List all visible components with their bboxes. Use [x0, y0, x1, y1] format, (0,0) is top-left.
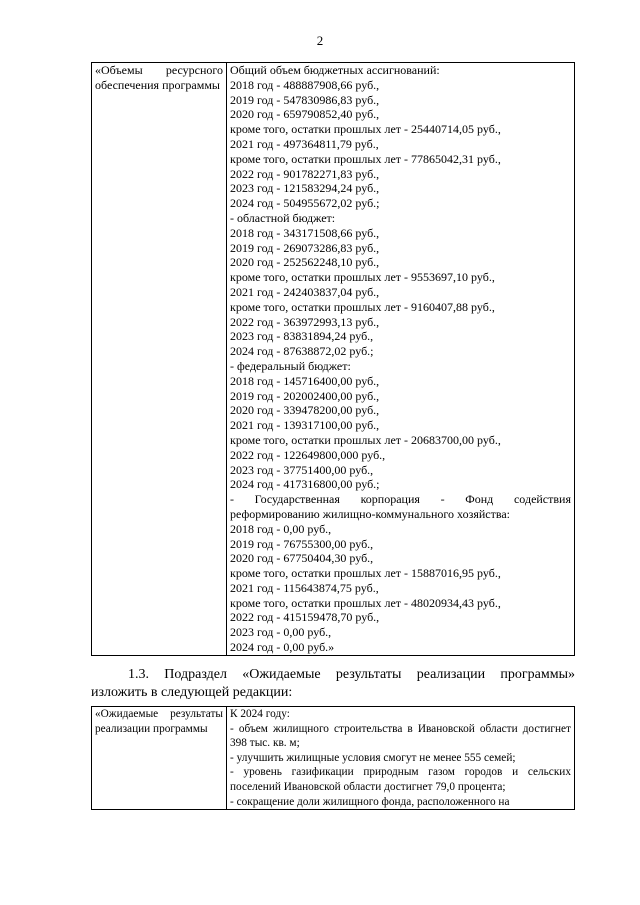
budget-line: 2022 год - 122649800,000 руб., — [230, 447, 386, 462]
budget-line: 2023 год - 121583294,24 руб., — [230, 181, 380, 196]
page-number: 2 — [316, 33, 324, 48]
budget-line: Общий объем бюджетных ассигнований: — [230, 63, 440, 77]
budget-line: кроме того, остатки прошлых лет - 20683700,00 руб., — [230, 432, 501, 447]
budget-line: 2024 год - 417316800,00 руб.; — [230, 477, 380, 492]
result-item: - объем жилищного строительства в Ивановской области достигнет 398 тыс. кв. м; — [230, 722, 571, 750]
section-second-line: изложить в следующей редакции: — [91, 685, 293, 700]
budget-line: кроме того, остатки прошлых лет - 25440714,05 руб., — [230, 122, 501, 137]
fund-line: 2024 год - 0,00 руб.» — [230, 640, 335, 655]
budget-line: 2020 год - 252562248,10 руб., — [230, 255, 380, 270]
fund-lines — [230, 522, 571, 655]
result-item: - сокращение доли жилищного фонда, расположенного на — [230, 795, 510, 808]
fund-text: - Государственная корпорация - Фонд содействия реформированию жилищно-коммунального хозяйства: — [230, 492, 571, 521]
budget-line: 2022 год - 901782271,83 руб., — [230, 166, 380, 181]
resource-label: «Объемы ресурсного обеспечения программы — [92, 63, 227, 656]
budget-line: 2019 год - 269073286,83 руб., — [230, 240, 380, 255]
fund-line: 2018 год - 0,00 руб., — [230, 521, 332, 536]
budget-lines — [230, 63, 571, 492]
resource-table — [91, 62, 575, 656]
budget-line: - областной бюджет: — [230, 210, 336, 225]
budget-line: 2023 год - 83831894,24 руб., — [230, 329, 374, 344]
section-1-3 — [91, 666, 575, 702]
budget-line: 2020 год - 339478200,00 руб., — [230, 403, 380, 418]
budget-line: 2021 год - 497364811,79 руб., — [230, 136, 379, 151]
fund-line: 2022 год - 415159478,70 руб., — [230, 610, 380, 625]
budget-line: 2018 год - 343171508,66 руб., — [230, 225, 380, 240]
budget-line: 2019 год - 202002400,00 руб., — [230, 388, 380, 403]
budget-line: кроме того, остатки прошлых лет - 9160407,88 руб., — [230, 299, 495, 314]
budget-line: 2022 год - 363972993,13 руб., — [230, 314, 380, 329]
budget-line: - федеральный бюджет: — [230, 358, 351, 373]
budget-line: кроме того, остатки прошлых лет - 9553697,10 руб., — [230, 270, 495, 285]
results-content — [227, 707, 575, 810]
budget-line: кроме того, остатки прошлых лет - 77865042,31 руб., — [230, 151, 501, 166]
budget-line: 2024 год - 87638872,02 руб.; — [230, 344, 374, 359]
budget-line: 2018 год - 488887908,66 руб., — [230, 77, 380, 92]
result-item: - уровень газификации природным газом городов и сельских поселений Ивановской области достигнет 79,0 процента; — [230, 766, 571, 793]
fund-line: 2021 год - 115643874,75 руб., — [230, 580, 379, 595]
results-table — [91, 706, 575, 810]
budget-line: 2019 год - 547830986,83 руб., — [230, 92, 380, 107]
fund-line: 2019 год - 76755300,00 руб., — [230, 536, 374, 551]
results-items — [230, 722, 571, 810]
budget-line: 2020 год - 659790852,40 руб., — [230, 107, 380, 122]
results-label: «Ожидаемые результаты реализации программы — [92, 707, 227, 810]
budget-line: 2023 год - 37751400,00 руб., — [230, 462, 374, 477]
result-item: - улучшить жилищные условия смогут не менее 555 семей; — [230, 751, 516, 764]
fund-line: кроме того, остатки прошлых лет - 15887016,95 руб., — [230, 566, 501, 581]
budget-line: 2021 год - 139317100,00 руб., — [230, 418, 380, 433]
budget-line: 2024 год - 504955672,02 руб.; — [230, 196, 380, 211]
resource-content — [227, 63, 575, 656]
fund-line: кроме того, остатки прошлых лет - 48020934,43 руб., — [230, 595, 501, 610]
results-intro: К 2024 году: — [230, 708, 290, 720]
budget-line: 2021 год - 242403837,04 руб., — [230, 284, 380, 299]
section-first-line: 1.3. Подраздел «Ожидаемые результаты реализации программы» — [128, 667, 575, 682]
fund-line: 2023 год - 0,00 руб., — [230, 625, 332, 640]
fund-line: 2020 год - 67750404,30 руб., — [230, 551, 374, 566]
budget-line: 2018 год - 145716400,00 руб., — [230, 373, 380, 388]
